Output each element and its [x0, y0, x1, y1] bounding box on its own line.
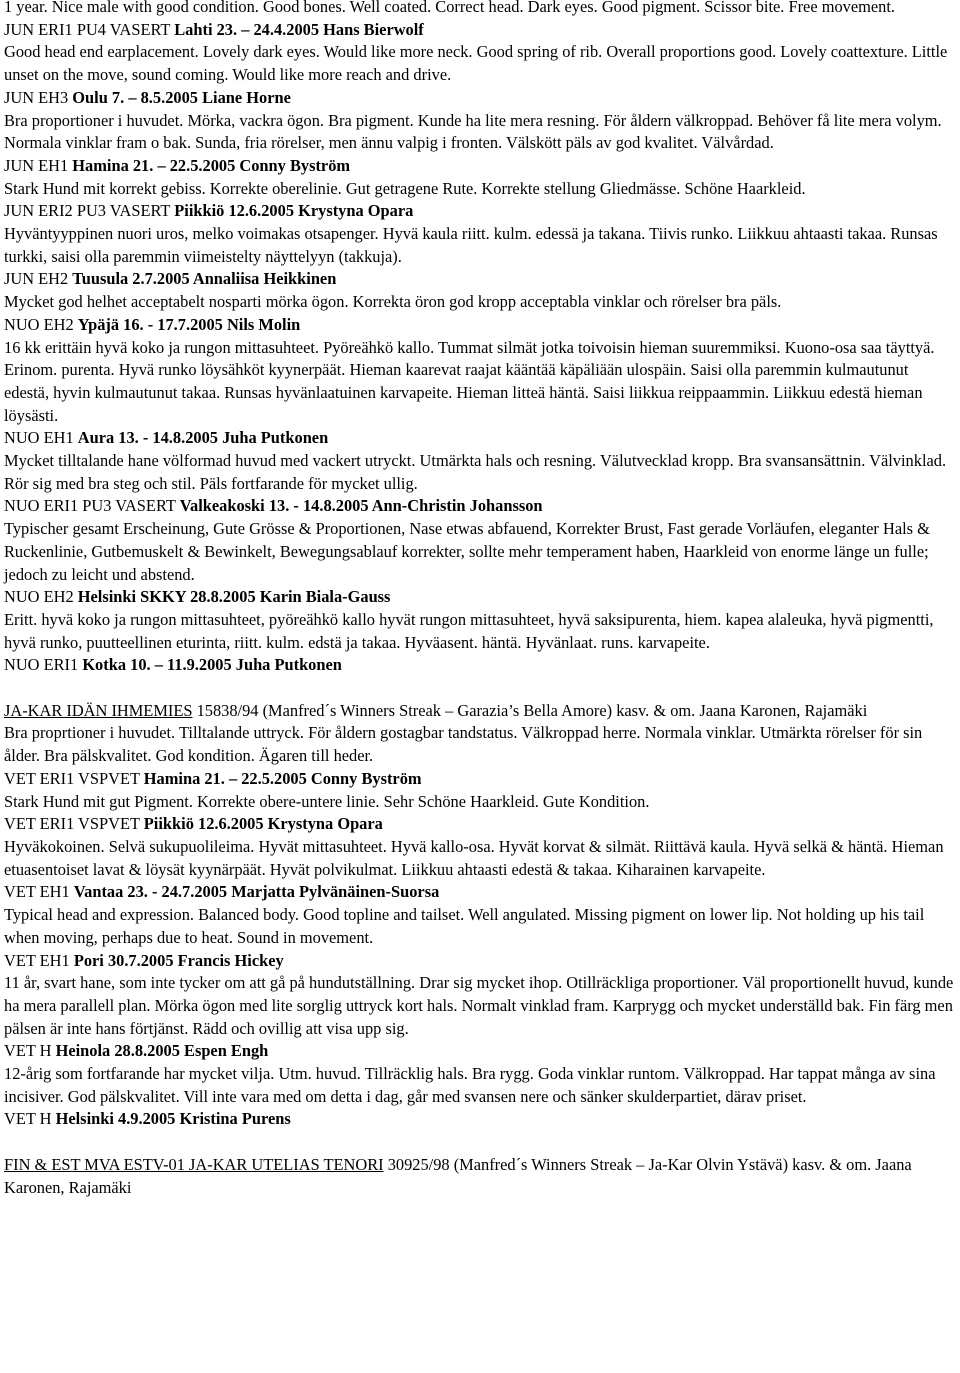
text-paragraph — [4, 291, 956, 314]
paragraph-text: VET EH1 — [4, 882, 74, 902]
text-paragraph — [4, 1040, 956, 1063]
paragraph-text: VET ERI1 VSPVET — [4, 814, 144, 834]
show-result-heading: Lahti 23. – 24.4.2005 Hans Bierwolf — [174, 19, 424, 39]
text-paragraph — [4, 110, 956, 155]
paragraph-text: 15838/94 (Manfred´s Winners Streak – Garazia’s Bella Amore) kasv. & om. Jaana Karonen, Rajamäki — [192, 700, 868, 720]
paragraph-text: JUN ERI1 PU4 VASERT — [4, 19, 175, 39]
paragraph-text: NUO EH2 — [4, 587, 78, 607]
paragraph-text: Stark Hund mit gut Pigment. Korrekte obere-untere linie. Sehr Schöne Haarkleid. Gute Kondition. — [4, 791, 650, 811]
paragraph-text: VET EH1 — [4, 950, 74, 970]
text-paragraph — [4, 0, 956, 19]
text-paragraph — [4, 972, 956, 1040]
paragraph-text: JUN ERI2 PU3 VASERT — [4, 201, 175, 221]
text-paragraph — [4, 654, 956, 677]
text-paragraph — [4, 768, 956, 791]
text-paragraph — [4, 518, 956, 586]
show-result-heading: Vantaa 23. - 24.7.2005 Marjatta Pylvänäinen-Suorsa — [73, 882, 440, 902]
show-result-heading: Ypäjä 16. - 17.7.2005 Nils Molin — [77, 314, 301, 334]
paragraph-text: NUO ERI1 — [4, 655, 83, 675]
show-result-heading: Aura 13. - 14.8.2005 Juha Putkonen — [77, 428, 329, 448]
paragraph-text: Good head end earplacement. Lovely dark eyes. Would like more neck. Good spring of rib. Overall proportions good. Lovely coattexture. Little unset on the move, sound coming. Would like more reach and drive. — [4, 42, 948, 85]
paragraph-text: Typischer gesamt Erscheinung, Gute Grösse & Proportionen, Nase etwas abfauend, Korrekter Brust, Fast gerade Vorläufen, eleganter Hals & Ruckenlinie, Gutbemuskelt & Bewinkelt, Bewegungsablauf korrekter, sollte mehr temperament haben, Haarkleid von enorme länge un fulle; jedoch zu leicht und abstend. — [4, 519, 930, 584]
paragraph-text: NUO EH2 — [4, 314, 78, 334]
text-paragraph — [4, 87, 956, 110]
text-paragraph — [4, 904, 956, 949]
paragraph-text: JUN EH3 — [4, 87, 73, 107]
show-result-heading: Hamina 21. – 22.5.2005 Conny Byström — [72, 155, 351, 175]
dog-name-heading: JA-KAR IDÄN IHMEMIES — [4, 700, 193, 720]
text-paragraph — [4, 609, 956, 654]
paragraph-text: VET H — [4, 1041, 56, 1061]
paragraph-text: 11 år, svart hane, som inte tycker om att gå på hundutställning. Drar sig mycket ihop. Otillräckliga proportioner. Väl proportionellt huvud, kunde ha mera parallell plan. Mörka ögon med lite sorglig uttryck kort hals. Normalt vinklad fram. Karprygg och mycket underställd bak. Fin färg men pälsen är inte hans förtjänst. Rädd och ovillig att visa upp sig. — [4, 973, 954, 1038]
text-paragraph — [4, 722, 956, 767]
text-paragraph — [4, 1108, 956, 1131]
text-paragraph — [4, 337, 956, 428]
text-paragraph — [4, 314, 956, 337]
dog-name-heading: FIN & EST MVA ESTV-01 JA-KAR UTELIAS TENORI — [4, 1154, 384, 1174]
text-paragraph — [4, 791, 956, 814]
text-paragraph — [4, 41, 956, 86]
paragraph-text: 30925/98 (Manfred´s Winners Streak – Ja-Kar Olvin Ystävä) kasv. & om. Jaana Karonen, Rajamäki — [4, 1154, 912, 1197]
text-paragraph — [4, 268, 956, 291]
show-result-heading: Piikkiö 12.6.2005 Krystyna Opara — [174, 201, 414, 221]
paragraph-text: Stark Hund mit korrekt gebiss. Korrekte oberelinie. Gut getragene Rute. Korrekte stellung Gliedmässe. Schöne Haarkleid. — [4, 178, 806, 198]
text-paragraph — [4, 223, 956, 268]
show-result-heading: Helsinki SKKY 28.8.2005 Karin Biala-Gauss — [77, 587, 391, 607]
text-paragraph — [4, 495, 956, 518]
text-paragraph — [4, 450, 956, 495]
paragraph-gap — [4, 1131, 956, 1154]
paragraph-text: 16 kk erittäin hyvä koko ja rungon mittasuhteet. Pyöreähkö kallo. Tummat silmät jotka toivoisin hieman suuremmiksi. Kuono-osa saa täyttyä. Erinom. purenta. Hyvä runko löysähköt kyynerpäät. Hieman kaarevat raajat kääntää käpäliään ulospäin. Saisi olla paremmin kulmautunut edestä, hyvin kulmautunut takaa. Runsas hyvänlaatuinen karvapeite. Hieman litteä häntä. Saisi liikkua reippaammin. Liikkuu edestä hieman löysästi. — [4, 337, 935, 425]
show-result-heading: Pori 30.7.2005 Francis Hickey — [73, 950, 284, 970]
text-paragraph — [4, 813, 956, 836]
paragraph-text: 12-årig som fortfarande har mycket vilja. Utm. huvud. Tillräcklig hals. Bra rygg. Goda vinklar runtom. Välkroppad. Har tappat många av sina incisiver. God pälskvalitet. Vill inte vara med om detta i dag, går med svansen nere och sänker skulderpartiet, därav priset. — [4, 1064, 936, 1106]
text-paragraph — [4, 427, 956, 450]
show-result-heading: Hamina 21. – 22.5.2005 Conny Byström — [143, 768, 422, 788]
show-result-heading: Heinola 28.8.2005 Espen Engh — [55, 1041, 269, 1061]
text-paragraph — [4, 1063, 956, 1108]
text-paragraph — [4, 1154, 956, 1199]
paragraph-text: 1 year. Nice male with good condition. Good bones. Well coated. Correct head. Dark eyes. Good pigment. Scissor bite. Free movement. — [4, 0, 895, 16]
text-paragraph — [4, 881, 956, 904]
paragraph-text: Mycket god helhet acceptabelt nosparti mörka ögon. Korrekta öron god kropp acceptabla vinklar och rörelser bra päls. — [4, 292, 782, 312]
show-result-heading: Valkeakoski 13. - 14.8.2005 Ann-Christin Johansson — [179, 496, 543, 516]
paragraph-text: JUN EH1 — [4, 155, 73, 175]
text-paragraph — [4, 200, 956, 223]
show-result-heading: Piikkiö 12.6.2005 Krystyna Opara — [143, 814, 383, 834]
paragraph-text: Typical head and expression. Balanced body. Good topline and tailset. Well angulated. Missing pigment on lower lip. Not holding up his tail when moving, perhaps due to heat. Sound in movement. — [4, 905, 925, 947]
paragraph-text: Hyväkokoinen. Selvä sukupuolileima. Hyvät mittasuhteet. Hyvä kallo-osa. Hyvät korvat & silmät. Riittävä kaula. Hyvä selkä & häntä. Hieman etuasentoiset lavat & löysät kyynärpäät. Hyvät polvikulmat. Liikkuu ahtaasti edestä & takaa. Kiharainen karvapeite. — [4, 837, 944, 879]
paragraph-text: VET ERI1 VSPVET — [4, 768, 144, 788]
text-paragraph — [4, 836, 956, 881]
paragraph-text: Mycket tilltalande hane völformad huvud med vackert utryckt. Utmärkta hals och resning. Välutvecklad kropp. Bra svansansättnin. Välvinklad. Rör sig med bra steg och stil. Päls fortfarande för mycket ullig. — [4, 451, 947, 493]
paragraph-text: JUN EH2 — [4, 269, 73, 289]
show-result-heading: Kotka 10. – 11.9.2005 Juha Putkonen — [82, 655, 342, 675]
paragraph-text: VET H — [4, 1109, 56, 1129]
text-paragraph — [4, 155, 956, 178]
text-paragraph — [4, 178, 956, 201]
paragraph-text: Hyväntyyppinen nuori uros, melko voimakas otsapenger. Hyvä kaula riitt. kulm. edessä ja takana. Tiivis runko. Liikkuu ahtaasti takaa. Runsas turkki, saisi olla paremmin viimeistelty näyttelyyn (takkuja). — [4, 224, 938, 266]
paragraph-gap — [4, 677, 956, 700]
text-paragraph — [4, 700, 956, 723]
paragraph-text: NUO EH1 — [4, 428, 78, 448]
paragraph-text: Eritt. hyvä koko ja rungon mittasuhteet, pyöreähkö kallo hyvät rungon mittasuhteet, hyvä saksipurenta, hiem. kapea alaleuka, hyvä pigmentti, hyvä runko, puutteellinen eturinta, riitt. kulm. edstä ja takaa. Hyväasent. häntä. Hyvänlaat. runs. karvapeite. — [4, 609, 934, 652]
paragraph-text: Bra proportioner i huvudet. Mörka, vackra ögon. Bra pigment. Kunde ha lite mera resning. För åldern välkroppad. Behöver få lite mera volym. Normala vinklar fram o bak. Sunda, fria rörelser, men ännu valpig i fronten. Välskött päls av god kvalitet. Välvårdad. — [4, 110, 942, 153]
show-result-heading: Oulu 7. – 8.5.2005 Liane Horne — [72, 87, 291, 107]
show-result-heading: Tuusula 2.7.2005 Annaliisa Heikkinen — [72, 269, 337, 289]
show-result-heading: Helsinki 4.9.2005 Kristina Purens — [55, 1109, 291, 1129]
text-paragraph — [4, 19, 956, 42]
text-paragraph — [4, 586, 956, 609]
paragraph-text: Bra proprtioner i huvudet. Tilltalande uttryck. För åldern gostagbar tandstatus. Välkroppad herre. Normala vinklar. Utmärkta rörelser för sin ålder. Bra pälskvalitet. God kondition. Ägaren till heder. — [4, 723, 923, 766]
text-paragraph — [4, 950, 956, 973]
paragraph-text: NUO ERI1 PU3 VASERT — [4, 496, 180, 516]
